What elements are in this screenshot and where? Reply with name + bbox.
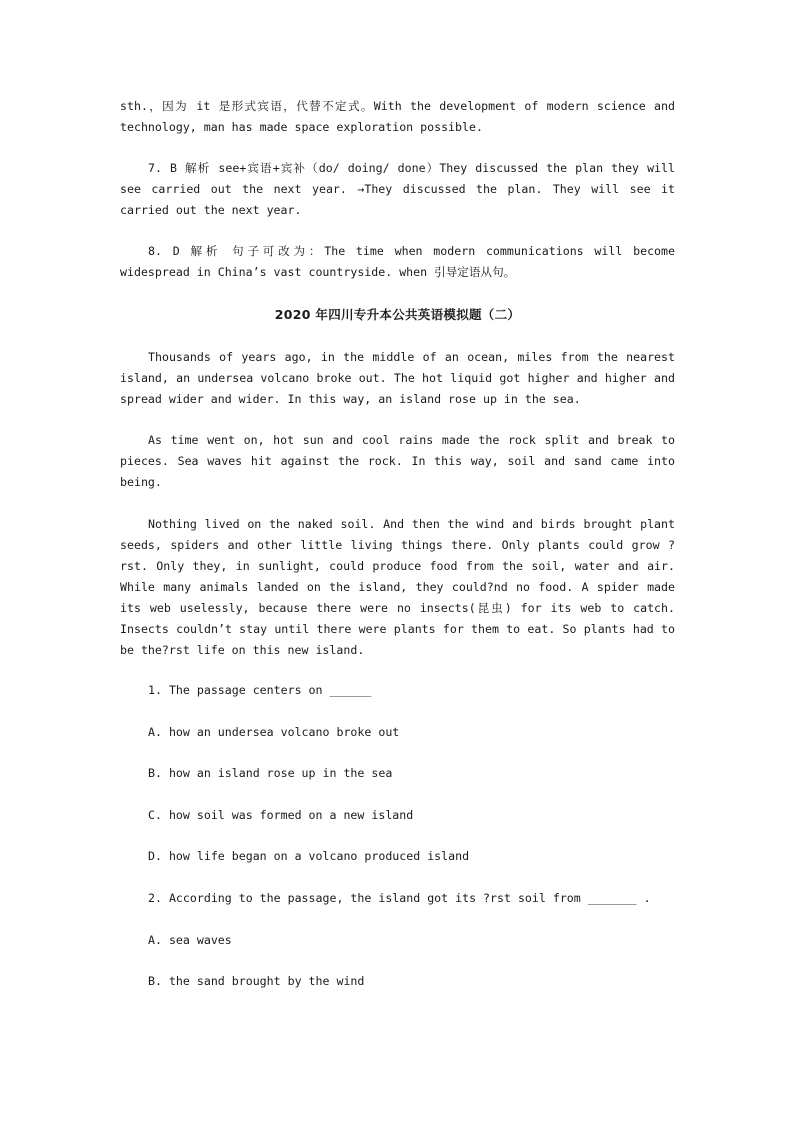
question-1-option-d: D. how life began on a volcano produced island <box>148 849 470 863</box>
passage-paragraph-3: Nothing lived on the naked soil. And then the wind and birds brought plant seeds, spiders and other little living things there. Only plants could grow ?rst. Only they, in sunlight, could produce food from the soil, water and air. While many animals landed on the island, they could?nd no food. A spider made its web uselessly, because there were no insects(昆虫) for its web to catch. Insects couldn’t stay until there were plants for them to eat. So plants had to be the?rst life on this new island. <box>120 517 675 657</box>
question-1-option-b: B. how an island rose up in the sea <box>148 766 393 780</box>
answer-item-7: 7. B 解析 see+宾语+宾补（do/ doing/ done）They discussed the plan they will see carried out the next year. →They discussed the plan. They will see it carried out the next year. <box>120 161 675 217</box>
passage-paragraph-1: Thousands of years ago, in the middle of an ocean, miles from the nearest island, an undersea volcano broke out. The hot liquid got higher and higher and spread wider and wider. In this way, an island rose up in the sea. <box>120 350 675 406</box>
section-title: 2020 年四川专升本公共英语模拟题（二） <box>274 307 521 322</box>
answer-continuation: sth.，因为 it 是形式宾语，代替不定式。With the development of modern science and technology, man has made space exploration possible. <box>120 99 675 134</box>
question-2-option-b: B. the sand brought by the wind <box>148 974 365 988</box>
question-1: 1. The passage centers on ______ <box>148 683 372 697</box>
question-2-option-a: A. sea waves <box>148 933 232 947</box>
answer-item-8: 8. D 解析 句子可改为：The time when modern communications will become widespread in China’s vast countryside. when 引导定语从句。 <box>120 244 675 279</box>
question-2: 2. According to the passage, the island got its ?rst soil from _______ . <box>148 891 651 905</box>
question-1-option-c: C. how soil was formed on a new island <box>148 808 414 822</box>
question-1-option-a: A. how an undersea volcano broke out <box>148 725 400 739</box>
passage-paragraph-2: As time went on, hot sun and cool rains made the rock split and break to pieces. Sea waves hit against the rock. In this way, soil and sand came into being. <box>120 433 675 489</box>
